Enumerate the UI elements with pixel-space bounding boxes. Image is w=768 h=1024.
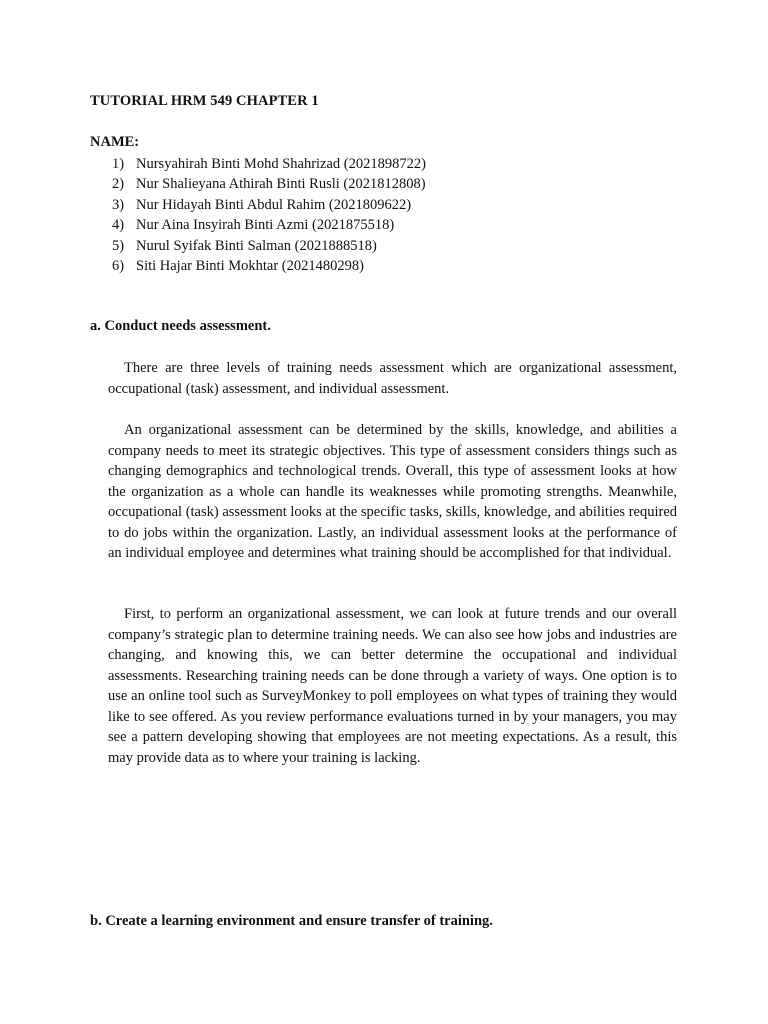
list-item-number: 1) (112, 156, 125, 172)
list-item (112, 256, 426, 276)
document-title: TUTORIAL HRM 549 CHAPTER 1 (90, 93, 319, 109)
name-label: NAME: (90, 134, 140, 150)
member-name: Siti Hajar Binti Mokhtar (2021480298) (136, 258, 364, 275)
list-item (112, 154, 426, 174)
member-name: Nursyahirah Binti Mohd Shahrizad (2021898722) (136, 156, 426, 172)
list-item-number: 5) (112, 237, 125, 254)
list-item-number: 6) (112, 258, 125, 275)
section-a-heading: a. Conduct needs assessment. (90, 318, 271, 334)
member-name: Nur Shalieyana Athirah Binti Rusli (2021812808) (136, 176, 426, 193)
list-item (112, 215, 426, 235)
section-a-paragraph-3: First, to perform an organizational assessment, we can look at future trends and our overall company’s strategic plan to determine training needs. We can also see how jobs and industries are changing, and knowing this, we can better determine the occupational and individual assessments. Researching training needs can be done through a variety of ways. One option is to use an online tool such as SurveyMonkey to poll employees on what types of training they would like to see offered. As you review performance evaluations turned in by your managers, you may see a pattern developing showing that employees are not meeting expectations. As a result, this may provide data as to where your training is lacking. (108, 606, 677, 766)
section-b-heading: b. Create a learning environment and ensure transfer of training. (90, 913, 493, 929)
section-a-paragraph-2: An organizational assessment can be determined by the skills, knowledge, and abilities a company needs to meet its strategic objectives. This type of assessment considers things such as changing demographics and technological trends. Overall, this type of assessment looks at how the organization as a whole can handle its weaknesses while promoting strengths. Meanwhile, occupational (task) assessment looks at the specific tasks, skills, knowledge, and abilities required to do jobs within the organization. Lastly, an individual assessment looks at the performance of an individual employee and determines what training should be accomplished for that individual. (108, 422, 677, 561)
list-item-number: 2) (112, 176, 125, 193)
list-item (112, 174, 426, 194)
member-name: Nur Hidayah Binti Abdul Rahim (2021809622) (136, 196, 412, 213)
member-name: Nur Aina Insyirah Binti Azmi (2021875518) (136, 217, 395, 234)
member-name: Nurul Syifak Binti Salman (2021888518) (136, 237, 377, 254)
member-list (112, 154, 426, 276)
list-item-number: 4) (112, 217, 125, 234)
list-item (112, 236, 426, 256)
list-item-number: 3) (112, 196, 125, 213)
section-a-paragraph-1: There are three levels of training needs assessment which are organizational assessment, occupational (task) assessment, and individual assessment. (108, 360, 677, 397)
list-item (112, 195, 426, 215)
